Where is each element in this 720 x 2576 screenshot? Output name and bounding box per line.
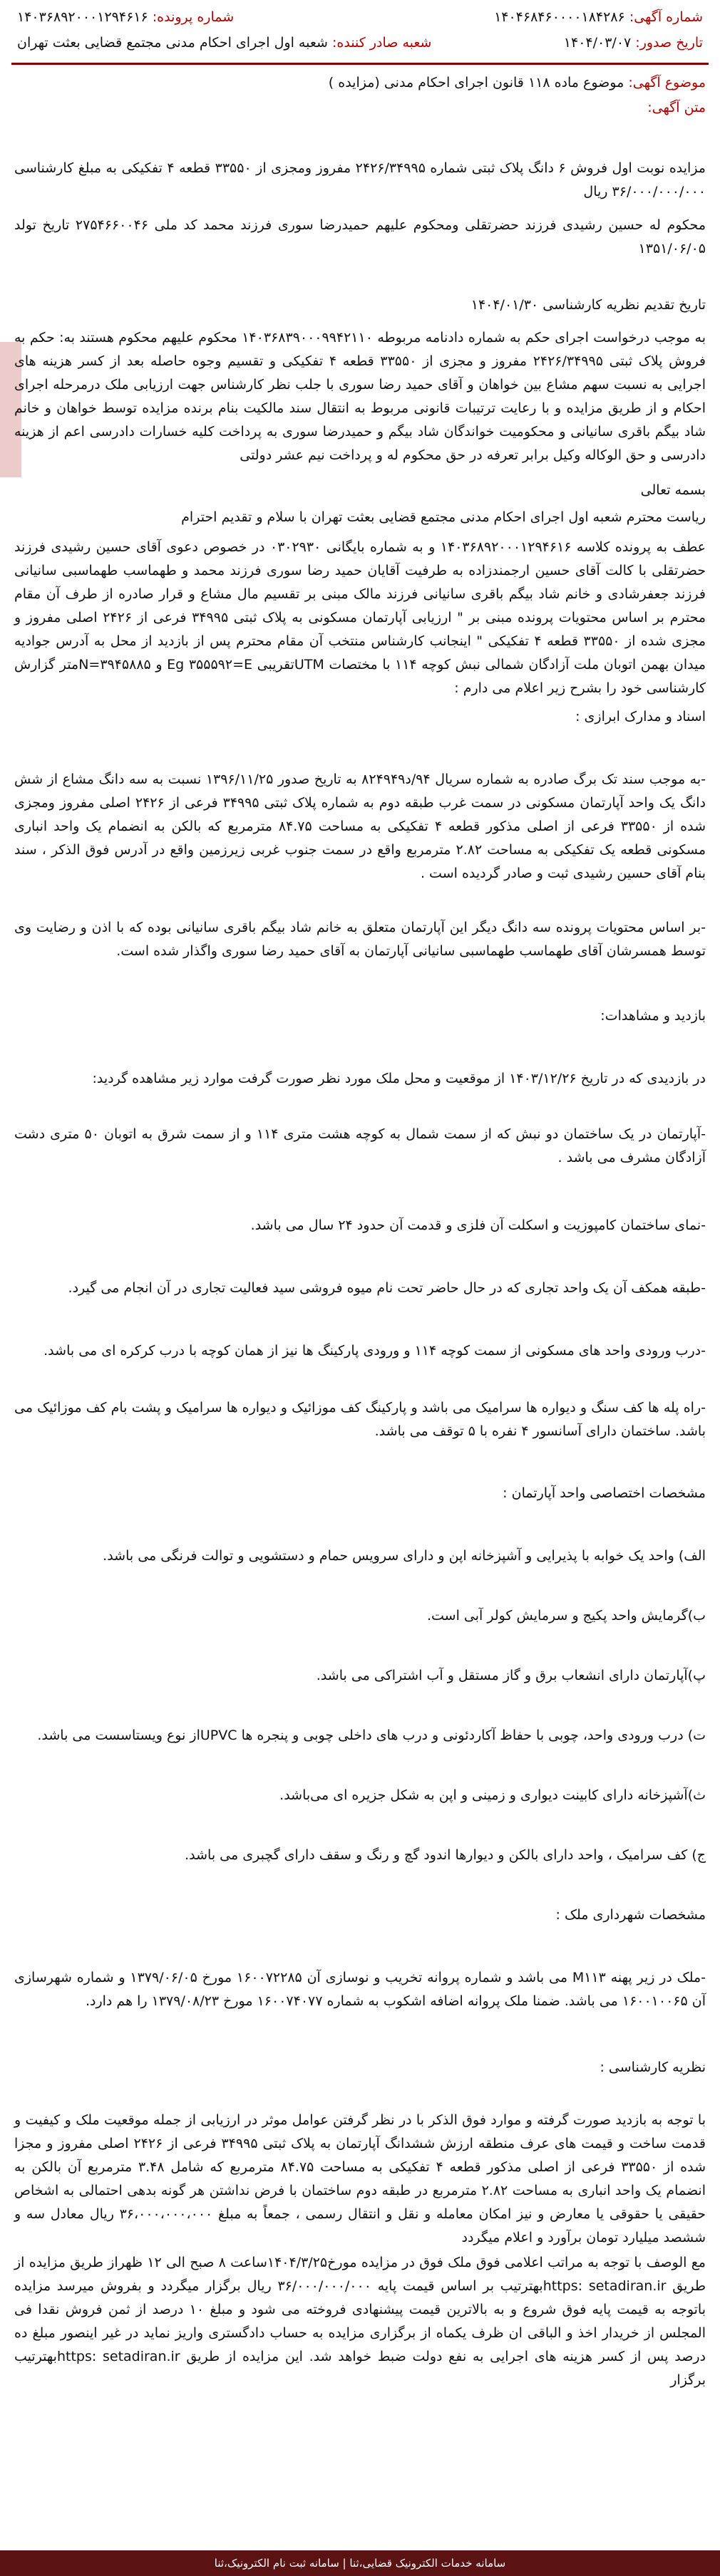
- paragraph-entrance: -درب ورودی واحد های مسکونی از سمت کوچه ۱۱۴ و ورودی پارکینگ ها نیز از همان کوچه با درب کرکره ای می باشد.: [43, 1343, 706, 1359]
- spec-e: ث)آشپزخانه دارای کابینت دیواری و زمینی و اپن به شکل جزیره ای می‌باشد.: [279, 1787, 706, 1803]
- spec-c: پ)آپارتمان دارای انشعاب برق و گاز مستقل و آب اشتراکی می باشد.: [316, 1668, 706, 1683]
- issue-date-value: ۱۴۰۴/۰۳/۰۷: [563, 35, 632, 51]
- paragraph-basmala: بسمه تعالی: [640, 482, 706, 498]
- subject-label: موضوع آگهی:: [628, 75, 706, 90]
- heading-municipality: مشخصات شهرداری ملک :: [555, 1907, 706, 1923]
- ad-number-value: ۱۴۰۴۶۸۴۶۰۰۰۰۱۸۴۲۸۶: [494, 9, 625, 25]
- ad-number-label: شماره آگهی:: [629, 9, 703, 25]
- heading-unit-specs: مشخصات اختصاصی واحد آپارتمان :: [503, 1485, 706, 1501]
- subject-value: موضوع ماده ۱۱۸ قانون اجرای احکام مدنی (مزایده ): [328, 75, 624, 90]
- paragraph-other-share: -بر اساس محتویات پرونده سه دانگ دیگر این آپارتمان متعلق به خانم شاد بیگم باقری سانیانی بوده که با اذن و رضایت وی توسط همسرشان آقای طهماسب طهماسبی سانیانی آپارتمان به آقای حمید رضا سوری واگذار شده است.: [14, 920, 706, 959]
- paragraph-stairs: -راه پله ها کف سنگ و دیواره ها سرامیک می باشد و پارکینگ کف موزائیک و دیواره ها سرامیک و پشت بام کف موزائیک می باشد. ساختمان دارای آسانسور ۴ نفره با ۵ توقف می باشد.: [14, 1400, 706, 1439]
- issue-date: [564, 33, 703, 53]
- spec-a: الف) واحد یک خوابه با پذیرایی و آشپزخانه اپن و دارای سرویس حمام و دستشویی و توالت فرنگی می باشد.: [103, 1548, 706, 1564]
- footer-bar: [0, 2550, 720, 2576]
- heading-documents: اسناد و مدارک ابرازی :: [575, 709, 706, 724]
- paragraph-judgment: به موجب درخواست اجرای حکم به شماره دادنامه مربوطه ۱۴۰۳۶۸۳۹۰۰۰۹۹۴۲۱۱۰ محکوم علیهم محکوم هستند به: حکم به فروش پلاک ثبتی ۲۴۲۶/۳۴۹۹۵ مفروز و مجزی از ۳۳۵۵۰ قطعه ۴ تفکیکی و تقسیم وجوه حاصله بعد از کسر هزینه های اجرایی به نسبت سهم مشاع بین خواهان و آقای حمید رضا سوری با جلب نظر کارشناس جهت ارزیابی ملک درمرحله اجرای احکام و از طریق مزایده و با رعایت ترتیبات قانونی مربوط به انتقال سند مالکیت بنام برنده مزایده توسط خواهان و خانم شاد بیگم باقری سانیانی و محکومیت خواندگان شاد بیگم و حمیدرضا سوری به پرداخت کلیه خسارات دادرسی اعم از هزینه دادرسی و حق الوکاله وکیل برابر تعرفه در حق محکوم له و پرداخت نیم عشر دولتی: [14, 330, 706, 463]
- paragraph-case-reference: عطف به پرونده کلاسه ۱۴۰۳۶۸۹۲۰۰۰۱۲۹۴۶۱۶ و به شماره بایگانی ۰۳۰۲۹۳۰ در خصوص دعوی آقای حسین رشیدی فرزند حضرتقلی با کالت آقای حسین ارجمندزاده به طرفیت آقایان حمید رضا سوری فرزند محمد و طهماسب طهماسبی سانیانی فرزند جعفرشادی و خانم شاد بیگم باقری سانیانی فرزند مالک مبنی بر تقسیم مال مشاع و قرار صادره از طرف آن مقام محترم بر اساس محتویات پرونده مبنی بر " ارزیابی آپارتمان مسکونی به پلاک ثبتی ۳۴۹۹۵ فرعی از ۲۴۲۶ اصلی مفروز و مجزی شده از ۳۳۵۵۰ قطعه ۴ تفکیکی " اینجانب کارشناس منتخب آن مقام محترم پس از بازدید از محل به آدرس جوادیه میدان بهمن اتوبان ملت آزادگان شمالی نبش کوچه ۱۱۴ با مختصات UTMتقریبی Eg ۳۵۵۵۹۲=E و N=۳۹۴۵۸۸۵متر گزارش کارشناسی خود را بشرح زیر اعلام می دارم :: [14, 539, 706, 696]
- issuing-branch: [17, 33, 431, 53]
- paragraph-ground-floor: -طبقه همکف آن یک واحد تجاری که در حال حاضر تحت نام میوه فروشی سید فعالیت تجاری در آن انجام می گیرد.: [68, 1280, 706, 1296]
- heading-inspection: بازدید و مشاهدات:: [600, 1008, 706, 1024]
- case-number-value: ۱۴۰۳۶۸۹۲۰۰۰۱۲۹۴۶۱۶: [17, 9, 148, 25]
- issuing-branch-value: شعبه اول اجرای احکام مدنی مجتمع قضایی بعثت تهران: [17, 35, 328, 51]
- paragraph-inspection-date: در بازدیدی که در تاریخ ۱۴۰۳/۱۲/۲۶ از موقعیت و محل ملک مورد نظر صورت گرفت موارد زیر مشاهده گردید:: [92, 1071, 706, 1086]
- text-label-line: [14, 96, 706, 120]
- spec-b: ب)گرمایش واحد پکیج و سرمایش کولر آبی است.: [426, 1608, 706, 1624]
- paragraph-salutation: ریاست محترم شعبه اول اجرای احکام مدنی مجتمع قضایی بعثت تهران با سلام و تقدیم احترام: [181, 509, 706, 525]
- spec-d: ت) درب ورودی واحد، چوبی با حفاظ آکاردئونی و درب های داخلی چوبی و پنجره ها UPVCاز نوع ویستاسست می باشد.: [37, 1728, 706, 1743]
- paragraph-location: -آپارتمان در یک ساختمان دو نبش که از سمت شمال به کوچه هشت متری ۱۱۴ و از سمت شرق به اتوبان ۵۰ متری دشت آزادگان مشرف می باشد .: [14, 1126, 706, 1165]
- paragraph-deed: -به موجب سند تک برگ صادره به شماره سریال ۹۴/د۸۲۴۹۴۹ به تاریخ صدور ۱۳۹۶/۱۱/۲۵ نسبت به سه دانگ مشاع از شش دانگ یک واحد آپارتمان مسکونی در سمت غرب طبقه دوم به شماره پلاک ثبتی ۳۴۹۹۵ فرعی از ۲۴۲۶ اصلی مفروز ومجزی شده از ۳۳۵۵۰ فرعی از اصلی مذکور قطعه ۴ تفکیکی به مساحت ۸۴.۷۵ مترمربع که بالکن به انضمام یک واحد انباری مسکونی قطعه یک تفکیکی به مساحت ۲.۸۲ مترمربع واقع در سمت جنوب غربی زیرزمین واقع در آدرس فوق الذکر ، سند بنام آقای حسین رشیدی ثبت و صادر گردیده است .: [14, 772, 706, 881]
- paragraph-facade: -نمای ساختمان کامپوزیت و اسکلت آن فلزی و قدمت آن حدود ۲۴ سال می باشد.: [250, 1217, 706, 1233]
- paragraph-valuation: با توجه به بازدید صورت گرفته و موارد فوق الذکر با در نظر گرفتن عوامل موثر در ارزیابی از جمله موقعیت ملک و کیفیت و قدمت ساخت و قیمت های عرف منطقه ارزش ششدانگ آپارتمان به پلاک ثبتی ۳۴۹۹۵ فرعی از ۲۴۲۶ اصلی مفروز و مجزا شده از ۳۳۵۵۰ فرعی از اصلی مذکور قطعه ۴ تفکیکی به مساحت ۸۴.۷۵ مترمربع که شامل ۳.۴۸ مترمربع آن بالکن به انضمام یک واحد انباری به مساحت ۲.۸۲ مترمربع در طبقه دوم ساختمان با فرض نداشتن هر گونه بدهی احتمالی به اشخاص حقیقی یا حقوقی یا معارض و نیز امکان معامله و نقل و انتقال رسمی ، جمعاً به مبلغ ۳۶،۰۰۰،۰۰۰،۰۰۰ ریال معادل سه و ششصد میلیارد تومان برآورد و اعلام میگردد: [14, 2112, 706, 2245]
- footer-text: سامانه خدمات الکترونیک قضایی،ثنا | سامانه ثبت نام الکترونیک،ثنا: [214, 2557, 506, 2570]
- text-label: متن آگهی:: [647, 100, 706, 115]
- paragraph-auction-intro: مزایده نوبت اول فروش ۶ دانگ پلاک ثبتی شماره ۲۴۲۶/۳۴۹۹۵ مفروز ومجزی از ۳۳۵۵۰ قطعه ۴ تفکیکی به مبلغ کارشناسی ۳۶/۰۰۰/۰۰۰/۰۰۰ ریال: [14, 160, 706, 199]
- paragraph-parties: محکوم له حسین رشیدی فرزند حضرتقلی ومحکوم علیهم حمیدرضا سوری فرزند محمد کد ملی ۲۷۵۴۶۶۰۰۴۶ تاریخ تولد ۱۳۵۱/۰۶/۰۵: [14, 217, 706, 256]
- header-divider: [11, 63, 709, 65]
- issuing-branch-label: شعبه صادر کننده:: [331, 35, 432, 51]
- paragraph-auction-terms: مع الوصف با توجه به مراتب اعلامی فوق ملک فوق در مزایده مورخ۱۴۰۴/۳/۲۵ساعت ۸ صبح الی ۱۲ ظهراز طریق مزایده از طریق https: setadiran.irبهترتیب بر اساس قیمت پایه ۳۶/۰۰۰/۰۰۰/۰۰۰ ریال برگزار میگردد و بفروش میرسد مزایده باتوجه به قیمت پایه فوق شروع و به بالاترین قیمت پیشنهادی فروخته می شود و مبلغ ۱۰ درصد از ثمن فروش نقدا فی المجلس از خریدار اخذ و الباقی ان ظرف یکماه از برگزاری مزایده به حساب دادگستری واریز نماید در غیر اینصور مبلغ ده درصد پس از کسر هزینه های اجرایی به نفع دولت ضبط خواهد شد. این مزایده از طریق https: setadiran.irبهترتیب برگزار: [14, 2255, 706, 2388]
- issue-date-label: تاریخ صدور:: [635, 35, 703, 51]
- spec-f: ج) کف سرامیک ، واحد دارای بالکن و دیوارها اندود گچ و رنگ و سقف دارای گچبری می باشد.: [185, 1847, 706, 1863]
- paragraph-municipality: -ملک در زیر پهنه M۱۱۳ می باشد و شماره پروانه تخریب و نوسازی آن ۱۶۰۰۷۲۲۸۵ مورخ ۱۳۷۹/۰۶/۰۵ و شماره شهرسازی آن ۱۶۰۰۱۰۰۶۵ می باشد. ضمنا ملک پروانه اضافه اشکوب به شماره ۱۶۰۰۷۴۰۷۷ مورخ ۱۳۷۹/۰۸/۲۳ را هم دارد.: [14, 1970, 706, 2009]
- subject-line: [14, 71, 706, 95]
- case-number-label: شماره پرونده:: [152, 9, 235, 25]
- case-number: [17, 7, 234, 27]
- paragraph-expert-date: تاریخ تقدیم نظریه کارشناسی ۱۴۰۴/۰۱/۳۰: [470, 297, 706, 313]
- heading-expert-opinion: نظریه کارشناسی :: [600, 2060, 706, 2075]
- ad-number: [494, 7, 703, 27]
